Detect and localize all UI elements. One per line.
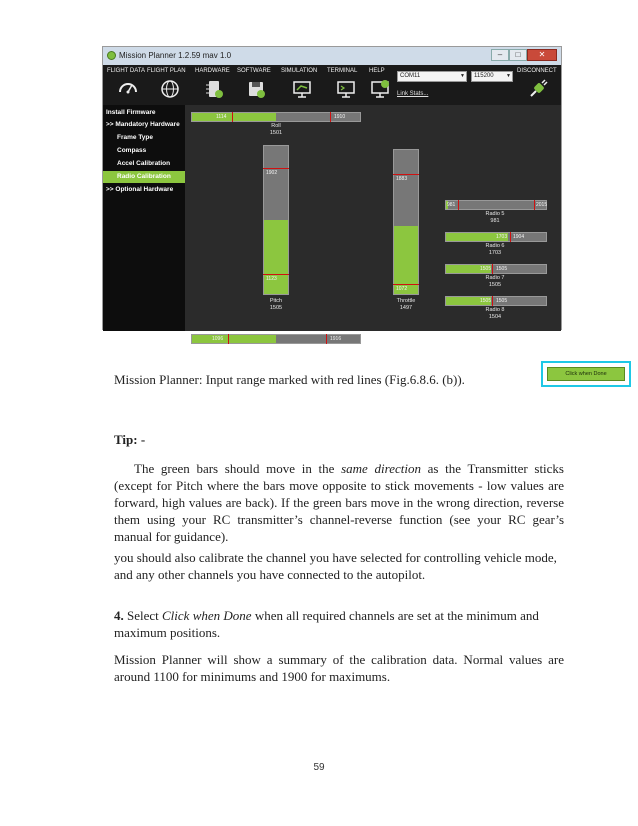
radio7-value: 1505 — [488, 282, 502, 288]
channel-paragraph: you should also calibrate the channel you have selected for controlling vehicle mode, and any other channels you have connected to the autopilot. — [114, 550, 557, 582]
radio7-min-line — [492, 264, 493, 274]
roll-max-line — [330, 112, 331, 122]
mission-planner-screenshot — [102, 46, 607, 377]
radio6-label: Radio 6 — [485, 243, 505, 249]
menu-help[interactable]: HELP — [369, 68, 385, 74]
radio6-max: 1904 — [513, 234, 525, 240]
radio6-caption — [475, 243, 515, 257]
pitch-value: 1505 — [269, 305, 283, 311]
setup-sidebar — [103, 105, 185, 331]
sidebar-item-mandatory-hardware[interactable]: >> Mandatory Hardware — [106, 121, 180, 128]
chevron-down-icon: ▼ — [506, 73, 511, 79]
sidebar-item-frame-type[interactable]: Frame Type — [117, 134, 154, 141]
port-select[interactable] — [397, 71, 467, 82]
menu-software[interactable]: SOFTWARE — [237, 68, 271, 74]
disconnect-plug-icon[interactable] — [527, 78, 549, 100]
roll-caption — [261, 123, 291, 137]
minimize-icon[interactable]: – — [491, 49, 509, 61]
pitch-max-line — [263, 168, 289, 169]
step-pre: Select — [123, 608, 163, 623]
sidebar-item-radio-calibration[interactable]: Radio Calibration — [103, 171, 185, 183]
menu-flight-data[interactable]: FLIGHT DATA — [107, 68, 146, 74]
tip-emphasis: same direction — [341, 461, 421, 476]
tip-heading: Tip: - — [114, 432, 146, 447]
throttle-min: 1072 — [396, 286, 408, 292]
yaw-min: 1096 — [212, 336, 224, 342]
throttle-max-line — [393, 174, 419, 175]
menu-simulation[interactable]: SIMULATION — [281, 68, 318, 74]
step-paragraph — [114, 607, 564, 641]
sidebar-item-accel-calibration[interactable]: Accel Calibration — [117, 160, 171, 167]
radio5-max: 2015 — [536, 202, 548, 208]
yaw-max-line — [326, 334, 327, 344]
baud-select[interactable] — [471, 71, 513, 82]
radio7-min: 1505 — [480, 266, 492, 272]
pitch-bar — [263, 145, 289, 295]
app-logo-icon — [107, 51, 116, 60]
roll-value: 1501 — [269, 130, 283, 136]
radio8-label: Radio 8 — [485, 307, 505, 313]
yaw-min-line — [228, 334, 229, 344]
simulation-icon[interactable] — [291, 78, 313, 100]
radio7-max: 1505 — [496, 266, 508, 272]
radio7-bar — [445, 264, 547, 274]
flight-plan-icon[interactable] — [159, 78, 181, 100]
radio8-bar — [445, 296, 547, 306]
figure-caption: Mission Planner: Input range marked with red lines (Fig.6.8.6. (b)). — [114, 372, 465, 387]
radio5-min: 981 — [447, 202, 456, 208]
sidebar-item-compass[interactable]: Compass — [117, 147, 147, 154]
throttle-value: 1497 — [399, 305, 413, 311]
summary-paragraph: Mission Planner will show a summary of the calibration data. Normal values are around 1100 for minimums and 1900 for maximums. — [114, 652, 564, 684]
radio6-min-line — [510, 232, 511, 242]
throttle-caption — [389, 298, 423, 312]
page-number: 59 — [313, 762, 325, 773]
window-titlebar — [103, 47, 561, 65]
yaw-bar — [191, 334, 361, 344]
radio8-min-line — [492, 296, 493, 306]
radio6-bar — [445, 232, 547, 242]
throttle-max: 1883 — [396, 176, 408, 182]
pitch-min-line — [263, 274, 289, 275]
pitch-min: 1123 — [266, 276, 277, 282]
radio-calibration-panel — [185, 105, 607, 377]
done-button-highlight — [541, 361, 631, 387]
software-icon[interactable] — [245, 78, 267, 100]
roll-min-line — [232, 112, 233, 122]
tip-paragraph — [114, 460, 564, 545]
port-value: COM11 — [400, 73, 421, 79]
step-number: 4. — [114, 608, 124, 623]
sidebar-item-optional-hardware[interactable]: >> Optional Hardware — [106, 186, 174, 193]
menu-flight-plan[interactable]: FLIGHT PLAN — [147, 68, 186, 74]
pitch-label: Pitch — [269, 298, 283, 304]
maximize-icon[interactable]: □ — [509, 49, 527, 61]
radio8-value: 1504 — [488, 314, 502, 320]
radio5-value: 981 — [490, 218, 500, 224]
main-menu — [103, 65, 561, 105]
menu-hardware[interactable]: HARDWARE — [195, 68, 230, 74]
yaw-fill — [192, 335, 276, 343]
pitch-max: 1902 — [266, 170, 278, 176]
radio8-min: 1505 — [480, 298, 492, 304]
yaw-max: 1916 — [330, 336, 342, 342]
hardware-icon[interactable] — [203, 78, 225, 100]
window-title: Mission Planner 1.2.59 mav 1.0 — [119, 51, 232, 60]
tip-rest: as the Transmitter sticks (except for Pitch where the bars move opposite to stick movements - low values are forward, high values are back). If the green bars move in the wrong direction, reverse them using your RC transmitter’s channel-reverse function (see your RC gear’s manual for guidance). — [114, 461, 564, 544]
step-emphasis: Click when Done — [162, 608, 252, 623]
radio8-max: 1505 — [496, 298, 508, 304]
pitch-fill — [264, 220, 288, 294]
step-post: when all required channels are set at the minimum and maximum positions. — [114, 608, 539, 640]
terminal-icon[interactable] — [335, 78, 357, 100]
radio7-label: Radio 7 — [485, 275, 505, 281]
radio5-max-line — [534, 200, 535, 210]
radio7-caption — [475, 275, 515, 289]
radio6-min: 1703 — [496, 234, 508, 240]
throttle-bar — [393, 149, 419, 295]
radio6-value: 1703 — [488, 250, 502, 256]
sidebar-item-install-firmware[interactable]: Install Firmware — [106, 109, 156, 116]
menu-terminal[interactable]: TERMINAL — [327, 68, 358, 74]
click-when-done-button[interactable]: Click when Done — [547, 367, 625, 381]
throttle-min-line — [393, 284, 419, 285]
roll-bar — [191, 112, 361, 122]
flight-data-icon[interactable] — [117, 78, 139, 100]
chevron-down-icon: ▼ — [460, 73, 465, 79]
link-stats-link[interactable]: Link Stats... — [397, 91, 429, 97]
tip-lead: The green bars should move in the — [134, 461, 342, 476]
radio5-caption — [475, 211, 515, 225]
throttle-label: Throttle — [396, 298, 416, 304]
roll-fill — [192, 113, 276, 121]
roll-max: 1910 — [334, 114, 346, 120]
radio8-caption — [475, 307, 515, 321]
close-icon[interactable]: ✕ — [527, 49, 557, 61]
baud-value: 115200 — [474, 73, 494, 79]
radio5-min-line — [458, 200, 459, 210]
pitch-caption — [261, 298, 291, 312]
radio5-bar — [445, 200, 547, 210]
help-icon[interactable] — [369, 78, 391, 100]
radio5-label: Radio 5 — [485, 211, 505, 217]
roll-label: Roll — [271, 123, 281, 129]
roll-min: 1114 — [216, 114, 227, 120]
disconnect-button[interactable]: DISCONNECT — [517, 68, 557, 74]
